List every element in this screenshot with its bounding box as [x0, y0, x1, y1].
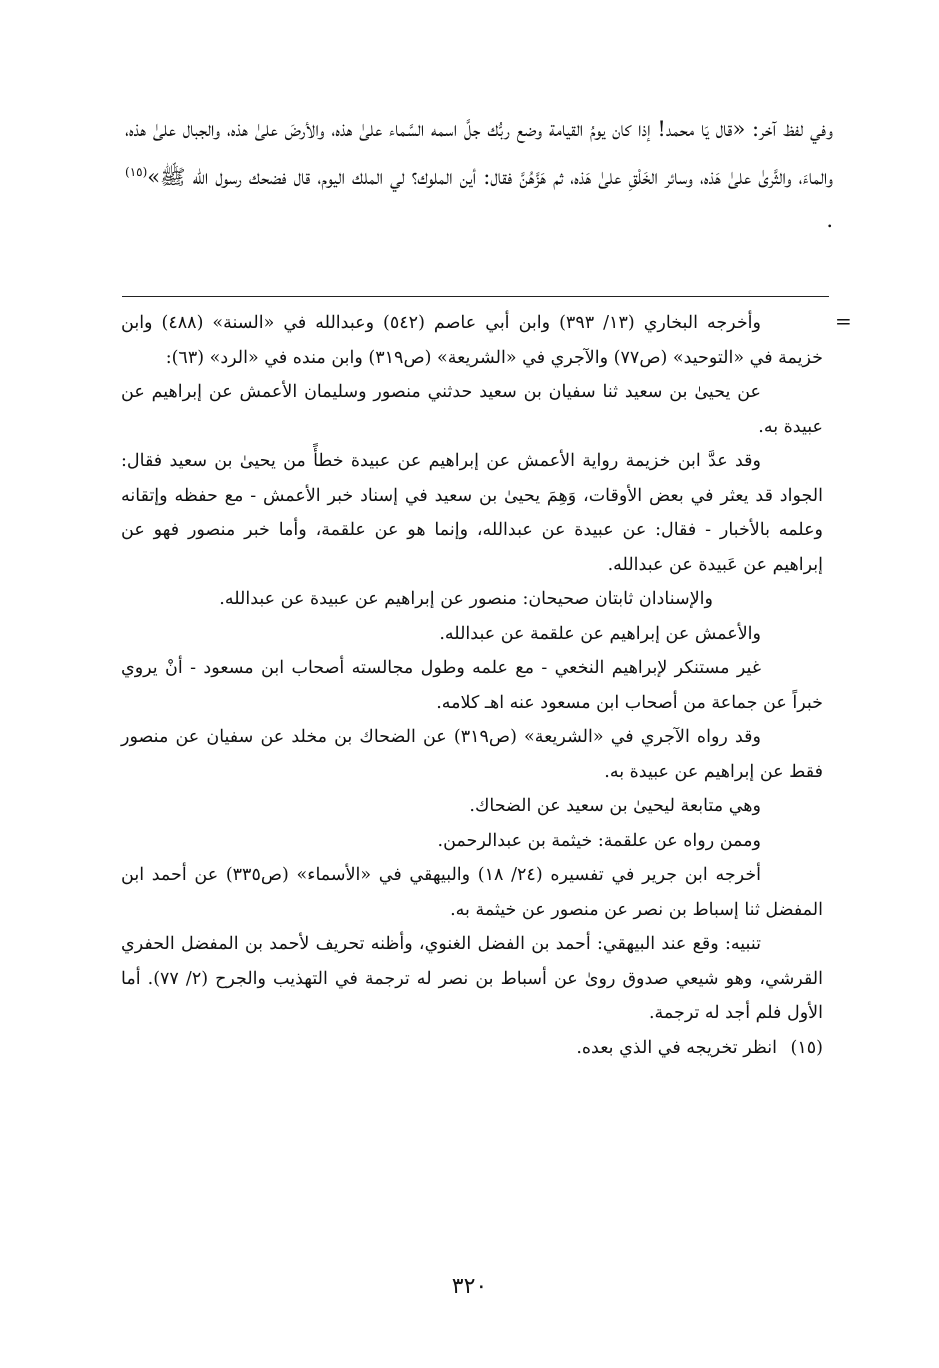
- footnote-paragraph-5: والأعمش عن إبراهيم عن علقمة عن عبدالله.: [439, 623, 761, 644]
- footnote-paragraph-10: أخرجه ابن جرير في تفسيره (٢٤/ ١٨) والبيهقي في «الأسماء» (ص٣٣٥) عن أحمد ابن المفضل ثنا إسباط بن نصر عن منصور عن خيثمة به.: [121, 865, 823, 920]
- footnote-paragraph-1: وأخرجه البخاري (١٣/ ٣٩٣) وابن أبي عاصم (٥٤٢) وعبدالله في «السنة» (٤٨٨) وابن خزيمة في «التوحيد» (ص٧٧) والآجري في «الشريعة» (ص٣١٩) وابن منده في «الرد» (٦٣):: [121, 313, 823, 368]
- footnote-paragraph-2: عن يحيىٰ بن سعيد ثنا سفيان بن سعيد حدثني منصور وسليمان الأعمش عن إبراهيم عن عبيدة به.: [121, 382, 823, 437]
- main-text: [125, 108, 833, 242]
- footnote-15: [121, 1031, 823, 1066]
- footnote-paragraph-4: والإسنادان ثابتان صحيحان: منصور عن إبراهيم عن عبيدة عن عبدالله.: [219, 589, 713, 609]
- footnote-15-number: (١٥): [790, 1037, 823, 1058]
- footnote-paragraph-3: وقد عدَّ ابن خزيمة رواية الأعمش عن إبراهيم عن عبيدة خطأً من يحيىٰ بن سعيد فقال: الجواد قد يعثر في بعض الأوقات، وَهِمَ يحيىٰ بن سعيد في إسناد خبر الأعمش - مع حفظه وإتقانه وعلمه بالأخبار - فقال: عن عبيدة عن عبدالله، وإنما هو عن علقمة، وأما خبر منصور فهو عن إبراهيم عن عَبيدة عن عبدالله.: [121, 451, 823, 575]
- continuation-mark: =: [835, 309, 852, 333]
- footnote-paragraph-11: تنبيه: وقع عند البيهقي: أحمد بن الفضل الغنوي، وأظنه تحريف لأحمد بن المفضل الحفري القرشي، وهو شيعي صدوق روىٰ عن أسباط بن نصر له ترجمة في التهذيب والجرح (٢/ ٧٧). أما الأول فلم أجد له ترجمة.: [121, 934, 824, 1023]
- footnotes-block: [121, 306, 823, 1065]
- main-paragraph: [125, 108, 833, 242]
- footnote-paragraph-7: وقد رواه الآجري في «الشريعة» (ص٣١٩) عن الضحاك بن مخلد عن سفيان عن منصور فقط عن إبراهيم عن عبيدة به.: [121, 727, 823, 782]
- main-paragraph-end: .: [826, 208, 833, 232]
- footnote-paragraph-8: وهي متابعة ليحيىٰ بن سعيد عن الضحاك.: [469, 796, 761, 816]
- footnote-paragraph-9: وممن رواه عن علقمة: خيثمة بن عبدالرحمن.: [437, 830, 761, 851]
- page-number: ٣٢٠: [451, 1274, 488, 1299]
- footnote-divider: [122, 296, 829, 297]
- footnote-reference: (١٥): [125, 165, 148, 179]
- footnote-paragraph-6: غير مستنكر لإبراهيم النخعي - مع علمه وطول مجالسته أصحاب ابن مسعود - أنْ يروي خبراً عن جماعة من أصحاب ابن مسعود عنه اهـ كلامه.: [121, 658, 823, 713]
- main-paragraph-text: وفي لفظ آخر: «قال يَا محمد! إذا كان يومُ القيامة وضع ربُّك جلَّ اسمه السَّماء علىٰ هذه، والأرضَ علىٰ هذه، والجبال علىٰ هذه، والماءَ، والثَّرىٰ علىٰ هَذه، وسائر الخَلْقِ علىٰ هَذه، ثم هَزَّهُنَّ فقال: أين الملوك؟ لي الملك اليوم، قال فضحك رسول الله ﷺ»: [125, 117, 833, 189]
- footnote-15-text: انظر تخريجه في الذي بعده.: [576, 1037, 777, 1058]
